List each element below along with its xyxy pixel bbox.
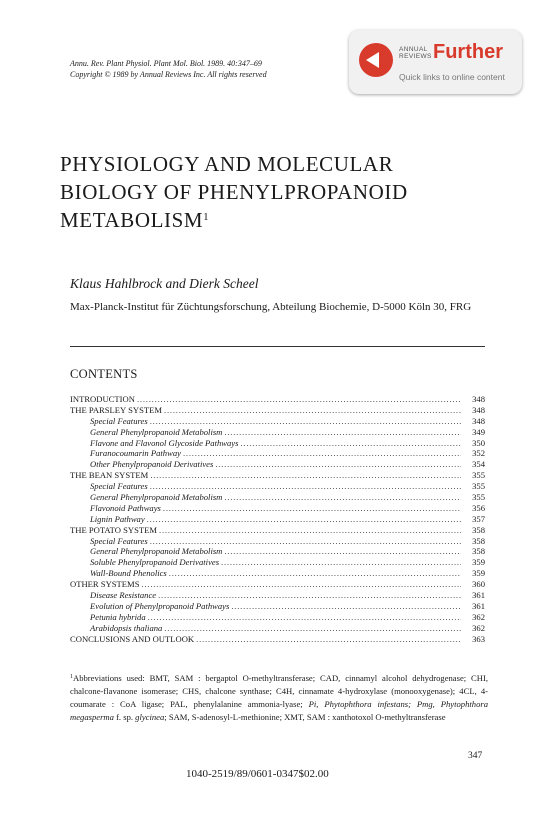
toc-entry-page: 356: [472, 502, 485, 513]
toc-leader-dots: [150, 481, 461, 492]
toc-leader-dots: [148, 612, 461, 623]
abbreviations-footnote: $^1$Abbreviations used: BMT, SAM : bergaptol O-methyltransferase; CAD, cinnamyl alcohol dehydrogenase; CHI, chalcone-flavanone isomerase; CHS, chalcone synthase; C4H, cinnamate 4-hydroxylase (monooxygenase); 4CL, 4-coumarate : CoA ligase; PAL, phenylalanine ammonia-lyase; Pi, Phytophthora infestans; Pmg, Phytophthora megasperma f. sp. glycinea; SAM, S-adenosyl-L-methionine; XMT, SAM : xanthotoxol O-methyltransferase: [70, 673, 489, 722]
toc-entry-page: 361: [472, 590, 485, 601]
toc-entry-page: 349: [472, 426, 485, 437]
reviews-label: REVIEWS: [399, 53, 432, 60]
toc-entry-page: 355: [472, 470, 485, 481]
toc-entry-label: Lignin Pathway: [90, 513, 145, 524]
toc-entry[interactable]: [70, 438, 485, 449]
toc-entry-label: OTHER SYSTEMS: [70, 579, 140, 590]
toc-entry-label: INTRODUCTION: [70, 394, 135, 404]
toc-entry[interactable]: [70, 503, 485, 514]
toc-entry-page: 362: [472, 622, 485, 633]
toc-entry[interactable]: [70, 448, 485, 459]
toc-leader-dots: [141, 579, 461, 590]
toc-leader-dots: [224, 427, 461, 438]
toc-entry-page: 354: [472, 459, 485, 470]
toc-entry[interactable]: [70, 416, 485, 427]
toc-entry-page: 363: [472, 633, 485, 644]
toc-entry-label: General Phenylpropanoid Metabolism: [90, 546, 223, 557]
further-label: Further: [433, 41, 503, 63]
toc-entry-label: Soluble Phenylpropanoid Derivatives: [90, 557, 220, 568]
affiliation: Max-Planck-Institut für Züchtungsforschung, Abteilung Biochemie, D-5000 Köln 30, FRG: [70, 301, 472, 313]
toc-entry-label: Other Phenylpropanoid Derivatives: [90, 459, 214, 470]
toc-entry-page: 352: [472, 448, 485, 459]
toc-entry[interactable]: [70, 525, 485, 536]
toc-leader-dots: [183, 448, 461, 459]
toc-entry[interactable]: [70, 590, 485, 601]
journal-citation: [70, 58, 267, 80]
authors: Klaus Hahlbrock and Dierk Scheel: [70, 276, 259, 291]
toc-leader-dots: [158, 590, 461, 601]
toc-entry-page: 355: [472, 492, 485, 503]
annual-label: ANNUAL: [399, 46, 428, 53]
toc-entry[interactable]: [70, 612, 485, 623]
toc-entry-page: 358: [472, 524, 485, 535]
toc-entry-page: 360: [472, 579, 485, 590]
toc-leader-dots: [159, 525, 461, 536]
toc-entry-page: 357: [472, 513, 485, 524]
toc-entry-page: 348: [472, 394, 485, 404]
quick-links-label: Quick links to online content: [399, 72, 505, 82]
toc-leader-dots: [150, 416, 461, 427]
table-of-contents: [70, 394, 485, 644]
toc-entry-label: Disease Resistance: [90, 590, 157, 601]
toc-leader-dots: [221, 557, 461, 568]
toc-leader-dots: [196, 634, 461, 645]
toc-entry-page: 359: [472, 568, 485, 579]
toc-leader-dots: [150, 470, 461, 481]
toc-entry-page: 348: [472, 404, 485, 415]
toc-entry-label: THE BEAN SYSTEM: [70, 470, 149, 481]
toc-entry[interactable]: [70, 601, 485, 612]
annual-reviews-further-badge[interactable]: [349, 30, 522, 94]
copyright-line: Copyright © 1989 by Annual Reviews Inc. All rights reserved: [70, 70, 267, 79]
toc-entry[interactable]: [70, 427, 485, 438]
annual-reviews-wordmark: [399, 46, 432, 60]
toc-leader-dots: [150, 536, 461, 547]
toc-leader-dots: [169, 568, 461, 579]
toc-entry-label: Evolution of Phenylpropanoid Pathways: [90, 600, 230, 611]
contents-heading: CONTENTS: [70, 367, 138, 381]
toc-entry-label: Flavonoid Pathways: [90, 502, 161, 513]
toc-entry[interactable]: [70, 568, 485, 579]
toc-entry-page: 348: [472, 415, 485, 426]
toc-entry[interactable]: [70, 546, 485, 557]
toc-entry-label: Furanocoumarin Pathway: [90, 448, 181, 459]
toc-entry[interactable]: [70, 536, 485, 547]
section-divider: [70, 346, 485, 347]
toc-entry-page: 361: [472, 600, 485, 611]
toc-leader-dots: [240, 438, 461, 449]
issn-code: 1040-2519/89/0601-0347$02.00: [186, 768, 329, 780]
toc-entry[interactable]: [70, 405, 485, 416]
toc-leader-dots: [147, 514, 461, 525]
page-number: 347: [468, 751, 483, 761]
toc-entry[interactable]: [70, 557, 485, 568]
toc-entry-label: Arabidopsis thaliana: [90, 622, 163, 633]
journal-line: Annu. Rev. Plant Physiol. Plant Mol. Biol. 1989. 40:347–69: [70, 59, 262, 68]
toc-entry-label: THE PARSLEY SYSTEM: [70, 404, 163, 415]
title-footnote-mark[interactable]: 1: [203, 211, 210, 223]
toc-leader-dots: [224, 492, 461, 503]
toc-entry[interactable]: [70, 481, 485, 492]
toc-entry-page: 358: [472, 546, 485, 557]
article-title: [60, 150, 500, 234]
toc-entry[interactable]: [70, 514, 485, 525]
footnote-mark: 1: [70, 674, 73, 680]
toc-leader-dots: [137, 394, 461, 405]
toc-entry-label: Special Features: [90, 481, 148, 492]
back-arrow-icon: [359, 43, 393, 77]
toc-leader-dots: [231, 601, 461, 612]
toc-entry[interactable]: [70, 470, 485, 481]
toc-entry-label: Petunia hybrida: [90, 611, 146, 622]
title-line-2: BIOLOGY OF PHENYLPROPANOID: [60, 180, 408, 204]
title-line-3: METABOLISM: [60, 208, 204, 232]
toc-entry[interactable]: [70, 459, 485, 470]
toc-entry[interactable]: [70, 492, 485, 503]
toc-entry-label: Special Features: [90, 535, 148, 546]
toc-entry[interactable]: [70, 623, 485, 634]
toc-entry-label: Wall-Bound Phenolics: [90, 568, 167, 579]
toc-entry-label: Special Features: [90, 415, 148, 426]
toc-entry-page: 350: [472, 437, 485, 448]
toc-entry-page: 358: [472, 535, 485, 546]
toc-entry[interactable]: [70, 579, 485, 590]
title-line-1: PHYSIOLOGY AND MOLECULAR: [60, 152, 394, 176]
toc-entry-label: Flavone and Flavonol Glycoside Pathways: [90, 437, 239, 448]
toc-entry-label: General Phenylpropanoid Metabolism: [90, 492, 223, 503]
toc-leader-dots: [164, 405, 461, 416]
toc-entry[interactable]: [70, 634, 485, 645]
toc-entry-page: 359: [472, 557, 485, 568]
toc-leader-dots: [224, 546, 461, 557]
toc-entry[interactable]: [70, 394, 485, 405]
toc-leader-dots: [215, 459, 461, 470]
toc-leader-dots: [163, 503, 461, 514]
toc-leader-dots: [164, 623, 461, 634]
toc-entry-label: THE POTATO SYSTEM: [70, 524, 158, 535]
toc-entry-label: General Phenylpropanoid Metabolism: [90, 426, 223, 437]
toc-entry-page: 355: [472, 481, 485, 492]
toc-entry-label: CONCLUSIONS AND OUTLOOK: [70, 633, 195, 644]
toc-entry-page: 362: [472, 611, 485, 622]
